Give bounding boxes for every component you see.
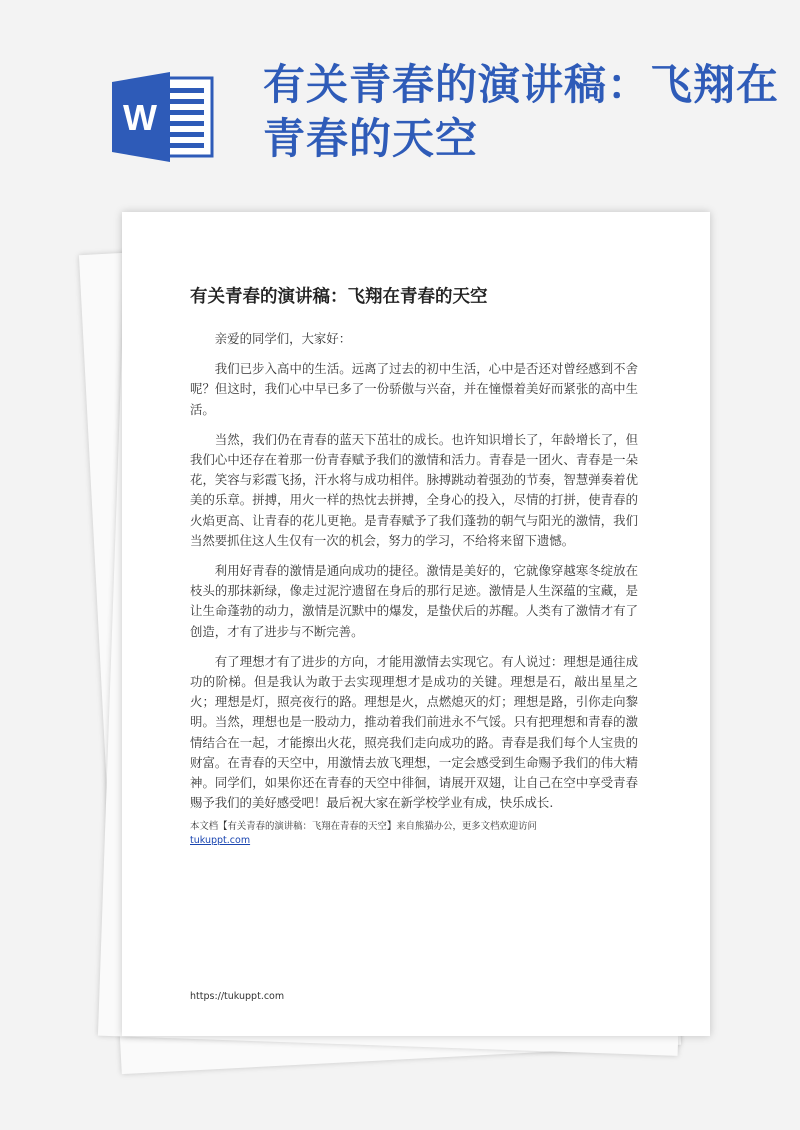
body-paragraph: 我们已步入高中的生活。远离了过去的初中生活，心中是否还对曾经感到不舍呢？但这时，我们心中早已多了一份骄傲与兴奋，并在憧憬着美好而紧张的高中生活。 xyxy=(190,361,638,417)
document-title: 有关青春的演讲稿：飞翔在青春的天空 xyxy=(190,287,488,307)
document-body xyxy=(190,329,638,823)
header-title: 有关青春的演讲稿：飞翔在青春的天空 xyxy=(263,60,780,163)
page-footer-url: https://tukuppt.com xyxy=(190,991,285,1002)
word-doc-icon xyxy=(112,72,216,162)
source-footnote xyxy=(190,820,640,848)
body-paragraph: 当然，我们仍在青春的蓝天下茁壮的成长。也许知识增长了，年龄增长了，但我们心中还存在着那一份青春赋予我们的激情和活力。青春是一团火、青春是一朵花，笑容与彩霞飞扬，汗水将与成功相伴。脉搏跳动着强劲的节奏，智慧弹奏着优美的乐章。拼搏，用火一样的热忱去拼搏，全身心的投入，尽情的打拼，使青春的火焰更高、让青春的花儿更艳。是青春赋予了我们蓬勃的朝气与阳光的激情，我们当然要抓住这人生仅有一次的机会，努力的学习，不给将来留下遗憾。 xyxy=(190,431,638,548)
salutation: 亲爱的同学们，大家好： xyxy=(214,331,352,346)
footnote-text: 本文档【有关青春的演讲稿：飞翔在青春的天空】来自熊猫办公，更多文档欢迎访问 xyxy=(190,821,537,832)
svg-text:W: W xyxy=(123,97,157,138)
body-paragraph: 有了理想才有了进步的方向，才能用激情去实现它。有人说过：理想是通往成功的阶梯。但是我认为敢于去实现理想才是成功的关键。理想是石，敲出星星之火；理想是灯，照亮夜行的路。理想是火，点燃熄灭的灯；理想是路，引你走向黎明。当然，理想也是一股动力，推动着我们前进永不气馁。只有把理想和青春的激情结合在一起，才能擦出火花，照亮我们走向成功的路。青春是我们每个人宝贵的财富。在青春的天空中，用激情去放飞理想，一定会感受到生命赐予我们的伟大精神。同学们，如果你还在青春的天空中徘徊，请展开双翅，让自己在空中享受青春赐予我们的美好感受吧！最后祝大家在新学校学业有成，快乐成长. xyxy=(190,653,638,811)
footnote-link[interactable]: tukuppt.com xyxy=(190,835,251,846)
body-paragraph: 利用好青春的激情是通向成功的捷径。激情是美好的，它就像穿越寒冬绽放在枝头的那抹新绿，像走过泥泞遗留在身后的那行足迹。激情是人生深蕴的宝藏，是让生命蓬勃的动力，激情是沉默中的爆发，是蛰伏后的苏醒。人类有了激情才有了创造，才有了进步与不断完善。 xyxy=(190,563,638,639)
